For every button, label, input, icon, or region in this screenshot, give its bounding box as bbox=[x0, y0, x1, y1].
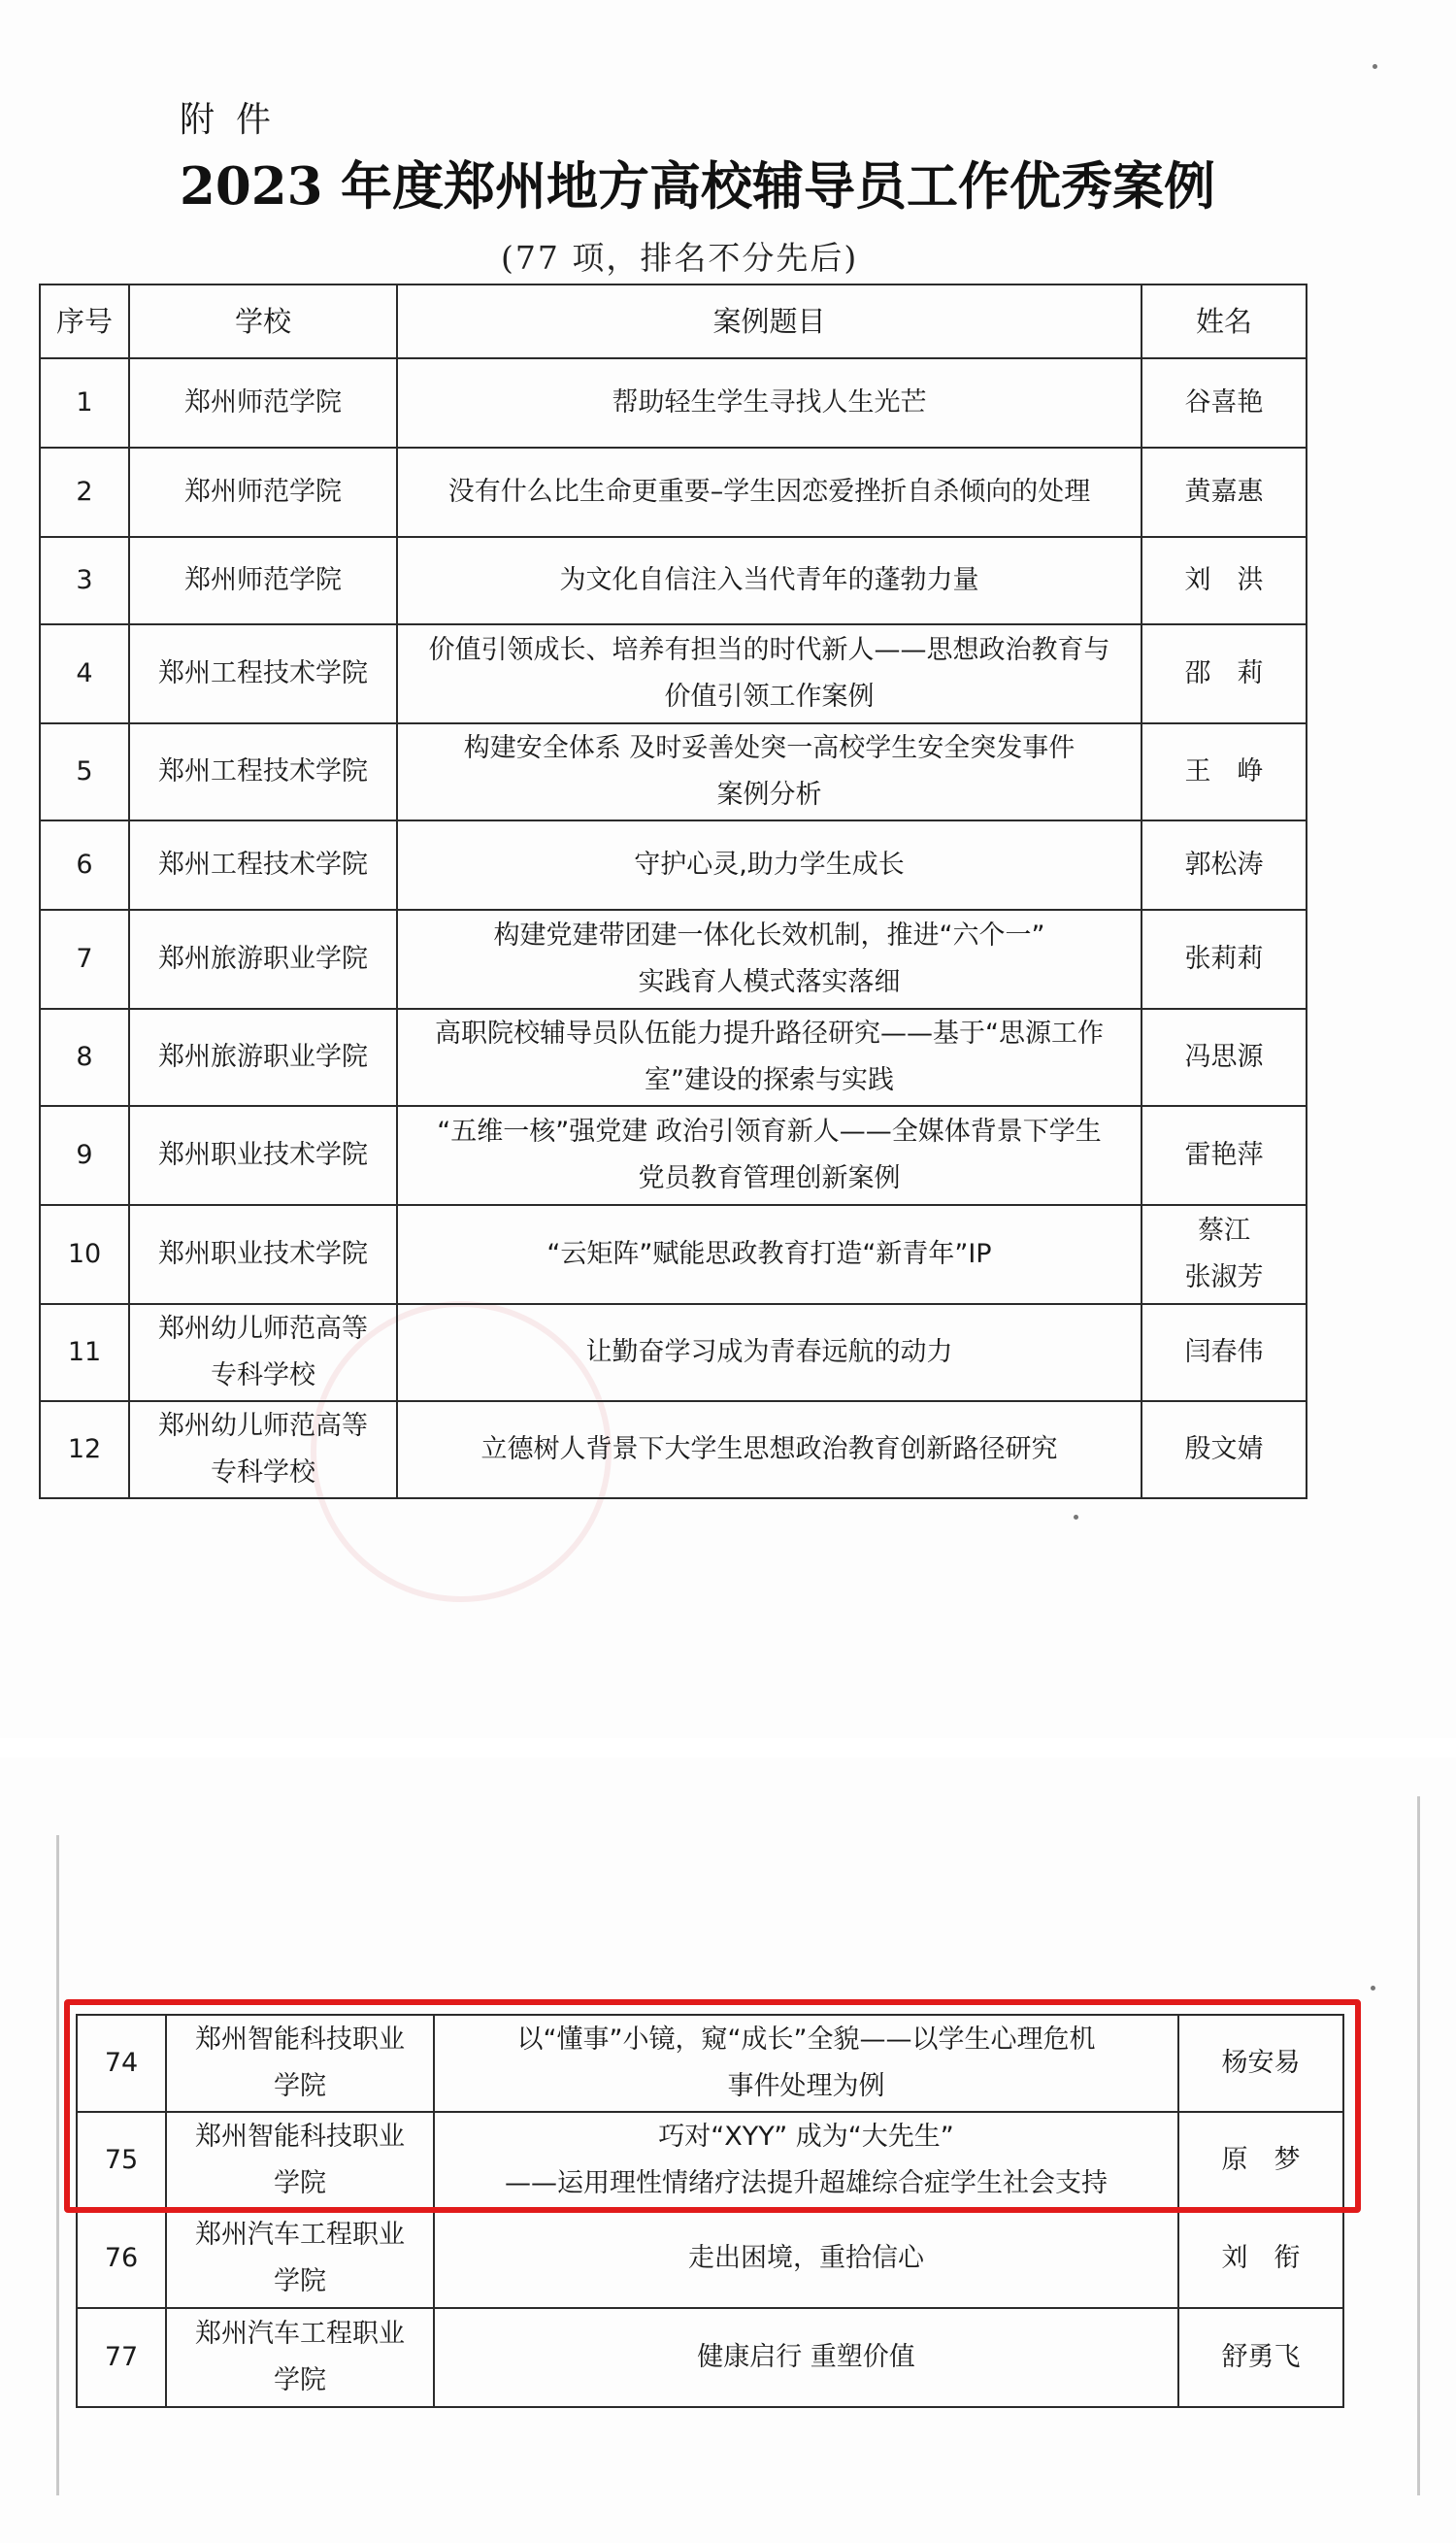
cell-school bbox=[166, 2209, 434, 2308]
cell-case-title-line: 以“懂事”小镜，窥“成长”全貌——以学生心理危机 bbox=[516, 2024, 1096, 2055]
cell-index: 7 bbox=[40, 910, 129, 1009]
cell-school-line: 专科学校 bbox=[211, 1457, 315, 1488]
cell-case-title bbox=[397, 448, 1142, 537]
table-row bbox=[40, 723, 1307, 820]
cell-case-title-line: 党员教育管理创新案例 bbox=[638, 1163, 901, 1193]
cell-school bbox=[129, 624, 397, 723]
attachment-label: 附件 bbox=[180, 100, 293, 140]
cell-case-title-line: 价值引领工作案例 bbox=[664, 682, 875, 712]
cell-school-line: 学院 bbox=[274, 2266, 326, 2296]
cell-school bbox=[129, 1009, 397, 1106]
table-row bbox=[77, 2209, 1343, 2308]
cell-index: 5 bbox=[40, 723, 129, 820]
cell-name-line: 蔡江 bbox=[1198, 1216, 1250, 1246]
cell-case-title-line: 没有什么比生命更重要–学生因恋爱挫折自杀倾向的处理 bbox=[447, 477, 1091, 507]
table-row bbox=[40, 358, 1307, 448]
cell-case-title bbox=[397, 910, 1142, 1009]
cell-school-line: 专科学校 bbox=[211, 1360, 315, 1390]
cell-case-title bbox=[434, 2209, 1178, 2308]
cell-name-line: 杨安易 bbox=[1221, 2048, 1301, 2078]
cell-index: 75 bbox=[77, 2112, 166, 2209]
cell-name bbox=[1142, 1106, 1307, 1205]
cell-case-title bbox=[397, 1009, 1142, 1106]
cell-index: 9 bbox=[40, 1106, 129, 1205]
cell-case-title-line: 巧对“XYY” 成为“大先生” bbox=[658, 2122, 954, 2152]
cell-school-line: 郑州工程技术学院 bbox=[158, 850, 368, 880]
cell-name-line: 舒勇飞 bbox=[1221, 2342, 1301, 2372]
cell-case-title-line: 守护心灵,助力学生成长 bbox=[634, 850, 905, 880]
cell-school-line: 郑州工程技术学院 bbox=[158, 658, 368, 688]
table-row bbox=[40, 1401, 1307, 1498]
table-row bbox=[40, 820, 1307, 910]
cell-index: 11 bbox=[40, 1304, 129, 1401]
cell-school-line: 学院 bbox=[274, 2071, 326, 2101]
cell-case-title-line: 事件处理为例 bbox=[727, 2071, 885, 2101]
cell-school bbox=[129, 358, 397, 448]
cell-name bbox=[1142, 1205, 1307, 1304]
cell-name-line: 谷喜艳 bbox=[1184, 387, 1264, 418]
scan-margin-line bbox=[1417, 1796, 1420, 2495]
cell-case-title bbox=[434, 2112, 1178, 2209]
table-row bbox=[77, 2308, 1343, 2407]
cell-case-title-line: 让勤奋学习成为青春远航的动力 bbox=[585, 1337, 953, 1367]
cell-school bbox=[129, 537, 397, 624]
cell-case-title bbox=[434, 2308, 1178, 2407]
cases-table-part-2 bbox=[76, 2014, 1344, 2408]
cell-school bbox=[129, 448, 397, 537]
cell-school-line: 郑州师范学院 bbox=[184, 387, 342, 418]
cell-name bbox=[1178, 2112, 1343, 2209]
cell-school-line: 郑州汽车工程职业 bbox=[195, 2319, 405, 2349]
cell-school-line: 郑州职业技术学院 bbox=[158, 1239, 368, 1269]
cell-case-title-line: ——运用理性情绪疗法提升超雄综合症学生社会支持 bbox=[505, 2168, 1108, 2198]
cell-name-line: 邵 莉 bbox=[1184, 658, 1264, 688]
table-row bbox=[77, 2015, 1343, 2112]
cell-index: 6 bbox=[40, 820, 129, 910]
cell-name bbox=[1142, 910, 1307, 1009]
cell-case-title bbox=[397, 1205, 1142, 1304]
cell-school bbox=[129, 1304, 397, 1401]
cell-index: 10 bbox=[40, 1205, 129, 1304]
cell-case-title-line: 案例分析 bbox=[716, 780, 822, 810]
scan-margin-line bbox=[56, 1835, 59, 2495]
cell-name-line: 闫春伟 bbox=[1184, 1337, 1264, 1367]
cell-school bbox=[129, 1401, 397, 1498]
cell-school-line: 郑州智能科技职业 bbox=[195, 2122, 405, 2152]
cell-name-line: 郭松涛 bbox=[1184, 850, 1264, 880]
header-index: 序号 bbox=[40, 284, 129, 358]
cell-name bbox=[1142, 1009, 1307, 1106]
cell-school-line: 郑州幼儿师范高等 bbox=[158, 1314, 368, 1344]
cell-name bbox=[1142, 537, 1307, 624]
cell-case-title bbox=[397, 1106, 1142, 1205]
document-subtitle: (77 项，排名不分先后) bbox=[501, 239, 859, 277]
cell-school-line: 郑州工程技术学院 bbox=[158, 756, 368, 786]
cell-school-line: 郑州旅游职业学院 bbox=[158, 944, 368, 974]
cell-index: 74 bbox=[77, 2015, 166, 2112]
cell-case-title-line: 构建党建带团建一体化长效机制，推进“六个一” bbox=[493, 920, 1045, 951]
cell-case-title-line: “五维一核”强党建 政治引领育新人——全媒体背景下学生 bbox=[437, 1117, 1102, 1147]
cell-case-title bbox=[434, 2015, 1178, 2112]
cell-case-title-line: 价值引领成长、培养有担当的时代新人——思想政治教育与 bbox=[428, 635, 1110, 665]
cell-school-line: 郑州智能科技职业 bbox=[195, 2024, 405, 2055]
cell-school bbox=[129, 910, 397, 1009]
table-row bbox=[40, 448, 1307, 537]
table-row bbox=[77, 2112, 1343, 2209]
cases-table-body-1 bbox=[40, 358, 1307, 1498]
cell-case-title-line: 室”建设的探索与实践 bbox=[645, 1065, 894, 1095]
table-row bbox=[40, 910, 1307, 1009]
cell-case-title bbox=[397, 723, 1142, 820]
cell-name-line: 张淑芳 bbox=[1184, 1262, 1264, 1292]
cell-school bbox=[129, 820, 397, 910]
cell-school-line: 郑州职业技术学院 bbox=[158, 1140, 368, 1170]
cases-table-part-1 bbox=[39, 284, 1307, 1499]
cell-case-title bbox=[397, 537, 1142, 624]
cell-school-line: 学院 bbox=[274, 2168, 326, 2198]
cell-name-line: 冯思源 bbox=[1184, 1042, 1264, 1072]
cell-name bbox=[1142, 820, 1307, 910]
table-row bbox=[40, 1304, 1307, 1401]
scan-speck bbox=[1373, 64, 1377, 69]
scan-speck bbox=[1371, 1986, 1375, 1991]
cell-case-title-line: 构建安全体系 及时妥善处突一高校学生安全突发事件 bbox=[463, 733, 1075, 763]
cell-name-line: 王 峥 bbox=[1184, 756, 1264, 786]
table-header-row bbox=[40, 284, 1307, 358]
cell-index: 8 bbox=[40, 1009, 129, 1106]
cell-school bbox=[129, 723, 397, 820]
table-row bbox=[40, 1205, 1307, 1304]
header-name: 姓名 bbox=[1142, 284, 1307, 358]
cell-school bbox=[129, 1205, 397, 1304]
header-school: 学校 bbox=[129, 284, 397, 358]
cell-name bbox=[1142, 624, 1307, 723]
cell-name bbox=[1142, 448, 1307, 537]
cell-name-line: 雷艳萍 bbox=[1184, 1140, 1264, 1170]
cell-case-title-line: 高职院校辅导员队伍能力提升路径研究——基于“思源工作 bbox=[435, 1019, 1104, 1049]
cell-name bbox=[1142, 1304, 1307, 1401]
scan-speck bbox=[1074, 1515, 1078, 1520]
cell-school-line: 郑州汽车工程职业 bbox=[195, 2220, 405, 2250]
cell-index: 12 bbox=[40, 1401, 129, 1498]
cell-index: 1 bbox=[40, 358, 129, 448]
cell-case-title bbox=[397, 820, 1142, 910]
document-title: 2023 年度郑州地方高校辅导员工作优秀案例 bbox=[180, 156, 1215, 217]
cell-name-line: 原 梦 bbox=[1221, 2145, 1301, 2175]
cell-case-title-line: 为文化自信注入当代青年的蓬勃力量 bbox=[559, 565, 979, 595]
cell-school bbox=[166, 2015, 434, 2112]
header-case-title: 案例题目 bbox=[397, 284, 1142, 358]
cell-name-line: 殷文婧 bbox=[1184, 1434, 1264, 1464]
cell-index: 3 bbox=[40, 537, 129, 624]
cell-name bbox=[1142, 723, 1307, 820]
cell-case-title-line: 立德树人背景下大学生思想政治教育创新路径研究 bbox=[480, 1434, 1058, 1464]
cell-name bbox=[1178, 2015, 1343, 2112]
cell-case-title-line: “云矩阵”赋能思政教育打造“新青年”IP bbox=[546, 1239, 992, 1269]
cell-case-title-line: 实践育人模式落实落细 bbox=[638, 967, 901, 997]
table-row bbox=[40, 1106, 1307, 1205]
cell-school-line: 郑州师范学院 bbox=[184, 565, 342, 595]
cell-name bbox=[1178, 2308, 1343, 2407]
cell-name-line: 刘 衔 bbox=[1221, 2243, 1301, 2273]
table-row bbox=[40, 1009, 1307, 1106]
cell-case-title bbox=[397, 1401, 1142, 1498]
cell-case-title-line: 帮助轻生学生寻找人生光芒 bbox=[612, 387, 927, 418]
table-row bbox=[40, 537, 1307, 624]
cell-school-line: 郑州师范学院 bbox=[184, 477, 342, 507]
cell-index: 2 bbox=[40, 448, 129, 537]
cell-school bbox=[129, 1106, 397, 1205]
cell-case-title-line: 健康启行 重塑价值 bbox=[697, 2342, 915, 2372]
cell-name-line: 黄嘉惠 bbox=[1184, 477, 1264, 507]
cell-index: 76 bbox=[77, 2209, 166, 2308]
cell-name bbox=[1178, 2209, 1343, 2308]
cell-case-title bbox=[397, 1304, 1142, 1401]
cell-case-title bbox=[397, 624, 1142, 723]
cell-name bbox=[1142, 358, 1307, 448]
cell-school-line: 郑州旅游职业学院 bbox=[158, 1042, 368, 1072]
cell-index: 77 bbox=[77, 2308, 166, 2407]
cell-school bbox=[166, 2112, 434, 2209]
table-row bbox=[40, 624, 1307, 723]
cell-school-line: 郑州幼儿师范高等 bbox=[158, 1411, 368, 1441]
cases-table-body-2 bbox=[77, 2015, 1343, 2407]
cell-case-title-line: 走出困境，重拾信心 bbox=[688, 2243, 924, 2273]
cell-case-title bbox=[397, 358, 1142, 448]
cell-index: 4 bbox=[40, 624, 129, 723]
cell-name bbox=[1142, 1401, 1307, 1498]
cell-school-line: 学院 bbox=[274, 2365, 326, 2395]
cell-name-line: 张莉莉 bbox=[1184, 944, 1264, 974]
cell-name-line: 刘 洪 bbox=[1184, 565, 1264, 595]
cell-school bbox=[166, 2308, 434, 2407]
